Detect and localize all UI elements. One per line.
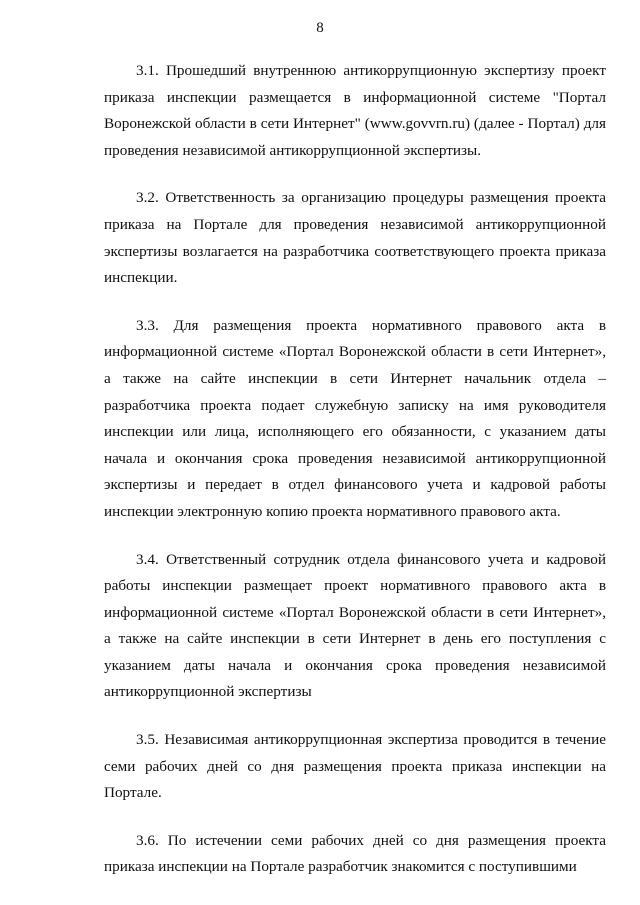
paragraph-3-4: 3.4. Ответственный сотрудник отдела финансового учета и кадровой работы инспекции размещает проект нормативного правового акта в информационной системе «Портал Воронежской области в сети Интернет», а также на сайте инспекции в сети Интернет в день его поступления с указанием даты начала и окончания срока проведения независимой антикоррупционной экспертизы bbox=[104, 550, 606, 701]
paragraph-3-6: 3.6. По истечении семи рабочих дней со дня размещения проекта приказа инспекции на Портале разработчик знакомится с поступившими bbox=[104, 831, 606, 876]
document-body bbox=[104, 58, 606, 902]
paragraph-3-1: 3.1. Прошедший внутреннюю антикоррупционную экспертизу проект приказа инспекции размещается в информационной системе "Портал Воронежской области в сети Интернет" (www.govvrn.ru) (далее - Портал) для проведения независимой антикоррупционной экспертизы. bbox=[104, 62, 606, 159]
paragraph-3-3: 3.3. Для размещения проекта нормативного правового акта в информационной системе «Портал Воронежской области в сети Интернет», а также на сайте инспекции в сети Интернет начальник отдела – разработчика проекта подает служебную записку на имя руководителя инспекции или лица, исполняющего его обязанности, с указанием даты начала и окончания срока проведения независимой антикоррупционной экспертизы и передает в отдел финансового учета и кадровой работы инспекции электронную копию проекта нормативного правового акта. bbox=[104, 316, 606, 520]
page-number: 8 bbox=[316, 20, 324, 36]
paragraph-3-2: 3.2. Ответственность за организацию процедуры размещения проекта приказа на Портале для проведения независимой антикоррупционной экспертизы возлагается на разработчика соответствующего проекта приказа инспекции. bbox=[104, 189, 606, 287]
paragraph-3-5: 3.5. Независимая антикоррупционная экспертиза проводится в течение семи рабочих дней со дня размещения проекта приказа инспекции на Портале. bbox=[104, 731, 606, 802]
